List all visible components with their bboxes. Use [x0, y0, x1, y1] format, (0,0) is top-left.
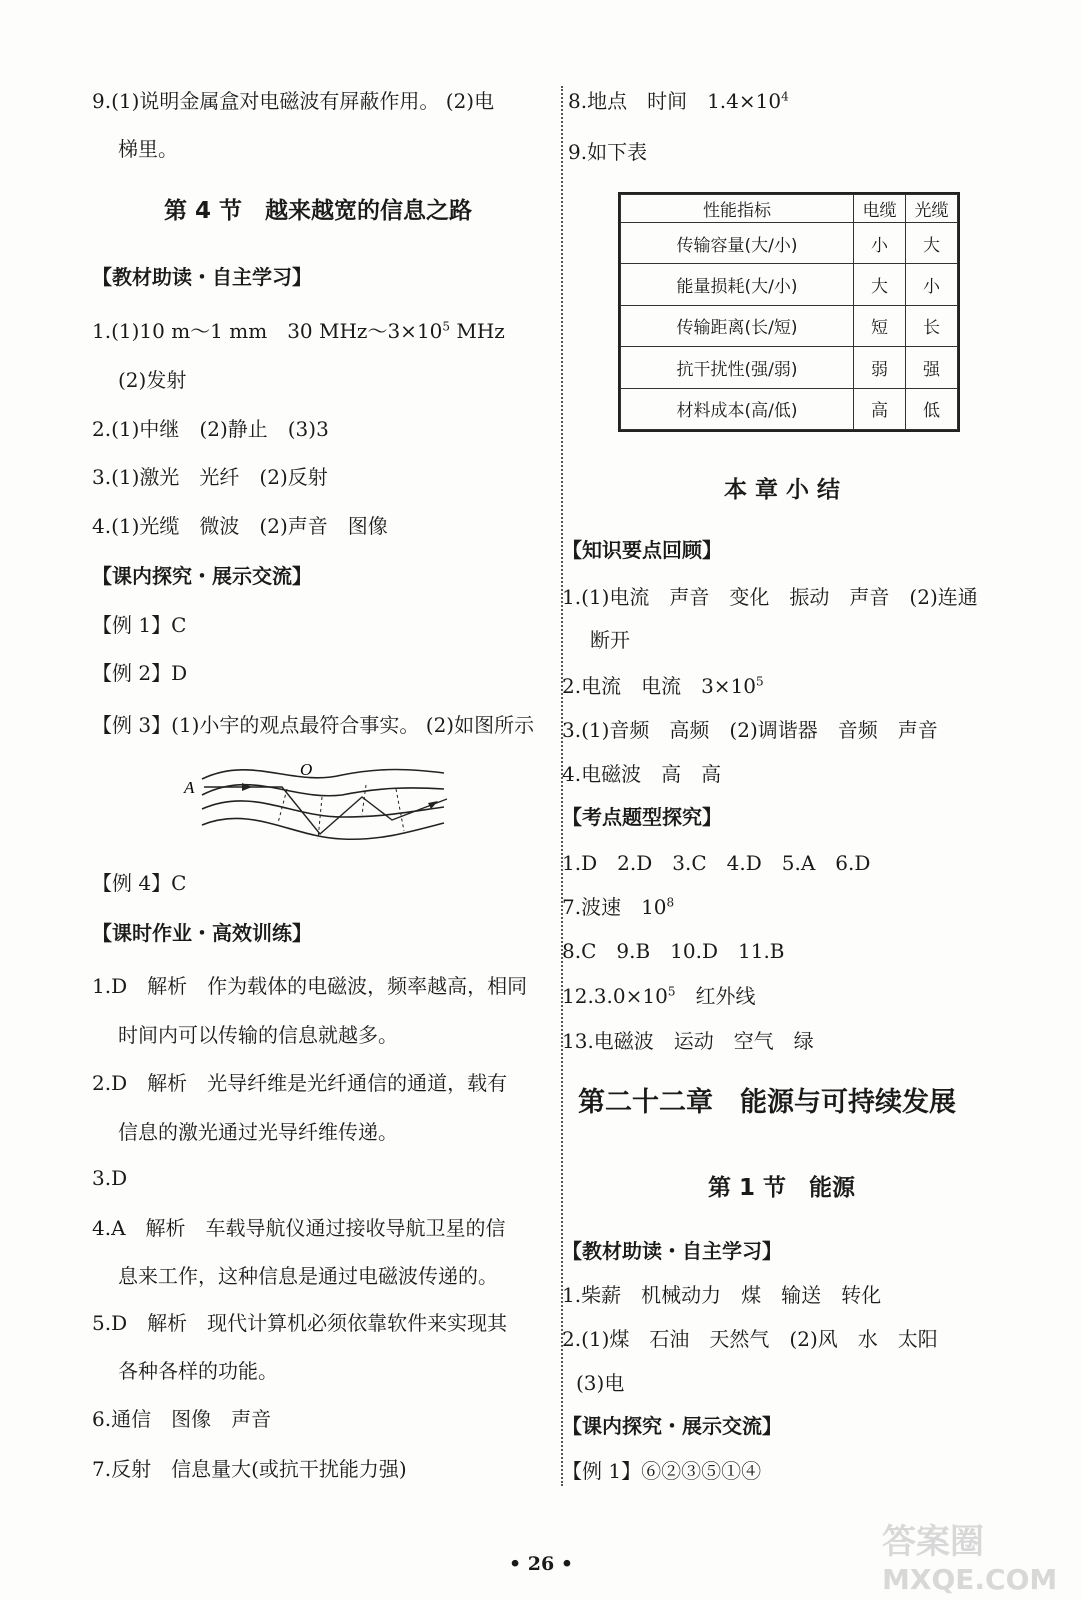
section-1-title: 第 1 节 能源: [708, 1175, 856, 1201]
svg-text:答案圈: 答案圈: [882, 1522, 984, 1562]
homework-5-line1: 5.D 解析 现代计算机必须依靠软件来实现其: [92, 1311, 508, 1335]
answer-8: 8.地点 时间 $1.4\times 10^4$: [568, 89, 789, 113]
homework-1-line1: 1.D 解析 作为载体的电磁波，频率越高，相同: [92, 974, 528, 998]
heading-textbook: 【教材助读・自主学习】: [92, 265, 312, 289]
homework-4-line1: 4.A 解析 车载导航仪通过接收导航卫星的信: [92, 1216, 506, 1240]
heading-homework: 【课时作业・高效训练】: [92, 921, 312, 945]
summary-title: 本 章 小 结: [724, 477, 841, 503]
example-4: 【例 4】C: [92, 871, 187, 895]
energy-2-line2: (3)电: [576, 1371, 625, 1395]
table-cell: 传输距离(长/短): [621, 305, 854, 346]
comparison-table: [618, 192, 960, 432]
answer-t1-line1: 1.(1)10 m～1 mm 30 $MHz\sim 3\times 10^5$ MHz: [92, 319, 505, 343]
homework-2-line2: 信息的激光通过光导纤维传递。: [118, 1120, 398, 1144]
table-cell: 大: [906, 223, 958, 264]
table-cell: 抗干扰性(强/弱): [621, 347, 854, 388]
table-header: 性能指标: [621, 195, 854, 223]
table-cell: 小: [906, 264, 958, 305]
light-ray-path: [204, 787, 447, 834]
exam-8-11: 8.C 9.B 10.D 11.B: [562, 939, 785, 963]
table-header: 光缆: [906, 195, 958, 223]
table-row: [621, 264, 958, 305]
exam-7: 7.波速 $10^8$: [562, 895, 675, 919]
heading-textbook-2: 【教材助读・自主学习】: [562, 1239, 782, 1263]
table-header-row: [621, 195, 958, 223]
watermark-logo: [876, 1515, 1076, 1595]
homework-4-line2: 息来工作，这种信息是通过电磁波传递的。: [118, 1264, 498, 1288]
table-row: [621, 347, 958, 388]
review-1-line1: 1.(1)电流 声音 变化 振动 声音 (2)连通: [562, 585, 978, 609]
label-a: A: [184, 778, 195, 797]
review-4: 4.电磁波 高 高: [562, 762, 722, 786]
table-cell: 长: [906, 305, 958, 346]
table-row: [621, 305, 958, 346]
example-2: 【例 2】D: [92, 661, 188, 685]
homework-6: 6.通信 图像 声音: [92, 1407, 272, 1431]
table-row: [621, 388, 958, 429]
homework-1-line2: 时间内可以传输的信息就越多。: [118, 1023, 398, 1047]
table-cell: 低: [906, 388, 958, 429]
fiber-outer-top: [202, 770, 444, 780]
table-cell: 大: [854, 264, 906, 305]
answer-t4: 4.(1)光缆 微波 (2)声音 图像: [92, 514, 388, 538]
answer-t2: 2.(1)中继 (2)静止 (3)3: [92, 417, 329, 441]
table-cell: 短: [854, 305, 906, 346]
heading-class-2: 【课内探究・展示交流】: [562, 1414, 782, 1438]
optical-fiber-diagram: [182, 757, 452, 849]
answer-t3: 3.(1)激光 光纤 (2)反射: [92, 465, 328, 489]
example-3: 【例 3】(1)小宇的观点最符合事实。 (2)如图所示: [92, 713, 535, 737]
heading-class: 【课内探究・展示交流】: [92, 564, 312, 588]
energy-example-1: 【例 1】⑥②③⑤①④: [562, 1459, 762, 1483]
table-cell: 传输容量(大/小): [621, 223, 854, 264]
example-1: 【例 1】C: [92, 613, 187, 637]
label-o: O: [300, 760, 313, 779]
heading-review: 【知识要点回顾】: [562, 538, 722, 562]
table-cell: 能量损耗(大/小): [621, 264, 854, 305]
heading-exam: 【考点题型探究】: [562, 805, 722, 829]
exam-12: $12.3.0\times 10^5$ 红外线: [562, 984, 756, 1008]
table-header: 电缆: [854, 195, 906, 223]
exam-13: 13.电磁波 运动 空气 绿: [562, 1029, 814, 1053]
table-cell: 小: [854, 223, 906, 264]
answer-9-line2: 梯里。: [118, 137, 178, 161]
normal-line-4: [396, 789, 404, 831]
review-1-line2: 断开: [590, 628, 630, 652]
homework-2-line1: 2.D 解析 光导纤维是光纤通信的通道，载有: [92, 1071, 508, 1095]
table-cell: 弱: [854, 347, 906, 388]
energy-1: 1.柴薪 机械动力 煤 输送 转化: [562, 1283, 882, 1307]
homework-5-line2: 各种各样的功能。: [118, 1359, 278, 1383]
svg-text:MXQE.COM: MXQE.COM: [882, 1563, 1058, 1595]
answer-9: 9.如下表: [568, 140, 648, 164]
table-cell: 高: [854, 388, 906, 429]
homework-7: 7.反射 信息量大(或抗干扰能力强): [92, 1457, 407, 1481]
chapter-title: 第二十二章 能源与可持续发展: [578, 1087, 956, 1118]
table-cell: 强: [906, 347, 958, 388]
energy-2-line1: 2.(1)煤 石油 天然气 (2)风 水 太阳: [562, 1327, 938, 1351]
answer-t1-line2: (2)发射: [118, 368, 187, 392]
exam-1-6: 1.D 2.D 3.C 4.D 5.A 6.D: [562, 851, 871, 875]
homework-3: 3.D: [92, 1166, 128, 1190]
table-row: [621, 223, 958, 264]
page-number: • 26 •: [509, 1553, 573, 1575]
answer-9-line1: 9.(1)说明金属盒对电磁波有屏蔽作用。 (2)电: [92, 89, 495, 113]
review-2: 2.电流 电流 $3\times 10^5$: [562, 674, 764, 698]
review-3: 3.(1)音频 高频 (2)调谐器 音频 声音: [562, 718, 938, 742]
fiber-outer-bottom: [202, 818, 444, 839]
section-title: 第 4 节 越来越宽的信息之路: [164, 198, 473, 224]
table-cell: 材料成本(高/低): [621, 388, 854, 429]
